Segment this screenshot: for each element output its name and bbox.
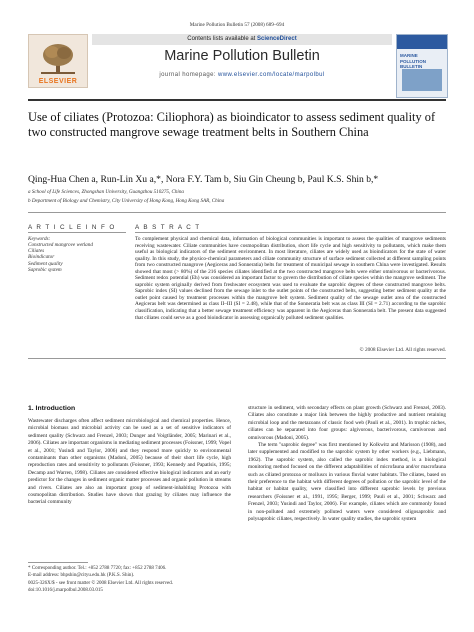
running-head: Marine Pollution Bulletin 57 (2008) 689–694 [189, 22, 285, 28]
section-heading-introduction: 1. Introduction [28, 405, 76, 412]
abstract-text: To complement physical and chemical data, information of biological communities is important to assess the qualities of mangrove sediments receiving wastewater. Ciliate communities have cosmopolitan distribution, short life cycle and high sensitivity to pollutants, which make them useful as biological indicators of the sediment environment. In most literature, ciliates are widely used as bioindicators for the state of water quality. In this study, the physico-chemical parameters and ciliate community structure of surface sediment collected at different sampling points from two constructed mangrove (Aegiceras and Sonneratia) belts for treatment of municipal sewage in southern China were investigated. Results showed that most (> 80%) of the 216 species ciliates identified at the two constructed mangrove belts were either omnivorous or bacterivorous. Sediment redox potential (Eh) was considered an important factor to govern the distribution of ciliate species within the mangrove sediment. The saprobic system originally derived from freshwater ecosystem was used to evaluate the saprobic degrees of these constructed mangrove belts. Saprobic index (SI) values declined from the sewage inlet to the outlet points of the constructed belts, suggesting better sediment quality at the outlet point caused by treatment processes within the mangrove belt system. Sediment quality of the sewage outlet area of the constructed Aegiceras belt was determined as class II–III (SI = 2.48), while that of the Sonneratia belt was as class III (SI = 2.71) according to the saprobic classification, indicating that a better sewage treatment efficiency was apparent in the Aegiceras than Sonneratia belt. The present data suggested that ciliates could serve as a good bioindicator in assessing organically polluted sediment qualities. [135, 236, 446, 321]
footnote [28, 566, 231, 580]
keyword: Constructed mangrove wetland [28, 242, 93, 248]
intro-paragraph: structure in sediment, with secondary effects on plant growth (Schwarz and Frenzel, 2003). Ciliates also constitute a major link between the highly productive and nutrient retaining microbial loop and the metazoans of classic food web (Pauli et al., 2001). In trophic niches, ciliates can be separated into four groups: algivorous, bacterivorous, carnivorous and omnivorous (Madoni, 2005). [248, 405, 446, 441]
publisher-name: ELSEVIER [38, 78, 78, 85]
intro-paragraph: The term "saprobic degree" was first mentioned by Kolkwitz and Marisson (1908), and later supplemented and modified to the saprobic system by other workers (e.g., Liebmann, 1962). The saprobic system, also called the saprobic index method, is a biological monitoring method focused on the different adaptabilities of microfauna and/or macrofauna such as ciliated protozoa or molluscs in various fluvial water habitats. The ciliates, based on their preference to the habitat with different degrees of pollution or the saprobic level of the habitat or habitat quality, were classified into different saprobic levels by previous researchers (Foissner et al., 1991, 1995; Berger, 1999; Pauli et al., 2001; Schwarz and Frenzel, 2003; Yusindi and Taylor, 2006). For example, ciliates which are commonly found in non-polluted and extremely polluted waters were considered oligosaprobic and polysaprobic ciliates, respectively. In water quality studies, the saprobic system [248, 442, 446, 523]
doi-link[interactable]: doi:10.1016/j.marpolbul.2008.03.015 [28, 587, 103, 593]
footnote-rule [28, 562, 88, 563]
homepage-prefix: journal homepage: [159, 72, 218, 78]
email-note[interactable]: E-mail address: bhpshin@cityu.edu.hk (P.K.S. Shin). [28, 572, 135, 578]
authors: Qing-Hua Chen a, Run-Lin Xu a,*, Nora F.Y. Tam b, Siu Gin Cheung b, Paul K.S. Shin b,* [28, 174, 379, 185]
intro-right-column [248, 405, 446, 524]
keyword: Saprobic system [28, 266, 62, 273]
affiliation-b: b Department of Biology and Chemistry, City University of Hong Kong, Hong Kong SAR, China [28, 198, 225, 204]
article-info-heading: A R T I C L E I N F O [28, 224, 116, 231]
cover-image [402, 69, 442, 91]
keywords-label: Keywords: [28, 236, 51, 242]
abstract-rule [135, 232, 446, 233]
elsevier-tree-icon [39, 41, 77, 75]
homepage-link[interactable]: www.elsevier.com/locate/marpolbul [218, 72, 325, 78]
keyword: Bioindicator [28, 254, 55, 261]
issn-line: 0025-326X/$ - see front matter © 2008 Elsevier Ltd. All rights reserved. [28, 581, 174, 586]
keyword: Ciliates [28, 248, 45, 255]
cover-header-band [397, 35, 447, 49]
front-matter-info [28, 581, 231, 594]
contents-line [92, 34, 392, 45]
sciencedirect-link[interactable]: ScienceDirect [257, 36, 297, 42]
journal-homepage [92, 72, 392, 78]
affiliations [28, 188, 446, 206]
intro-left-column: Wastewater discharges often affect sediment microbiological and chemical properties. Hence, microbial biomass and microbial activity can be used as a set of sensitive indicators of sediment quality (Schwarz and Frenzel, 2003; Dunger and Voigtländer, 2005; Marinari et al., 2006). Ciliates are important organisms in mediating sediment processes (Foissner, 1999; Vopel et al., 2001; Yusindi and Taylor, 2006) and they respond more quickly to environmental contaminants than other organisms (Madoni, 2005) because of their short life cycle, high reproduction rates and sensitivity to pollutants (Foissner, 1993; Kennedy and Papatlsis, 1995; Decamp and Warren, 1998). Ciliates are considered effective biological indicators and an early predictor for the changes in sediment organic matter processes and organic pollution in streams and rivers. Ciliates are also an important group of sediment-inhabiting Protozoa with cosmopolitan distribution. Studies have shown that grazing by ciliates may influence the bacterial community [28, 418, 231, 506]
cover-title: MARINE POLLUTION BULLETIN [400, 53, 426, 69]
journal-cover[interactable] [396, 34, 448, 98]
article-info-rule [28, 232, 126, 233]
abstract-heading: A B S T R A C T [135, 224, 201, 231]
body-divider [28, 358, 446, 359]
keywords-list [28, 242, 128, 273]
copyright: © 2008 Elsevier Ltd. All rights reserved. [359, 347, 446, 353]
keyword: Sediment quality [28, 260, 63, 267]
header-divider [28, 99, 446, 101]
corresponding-author-note: * Corresponding author. Tel.: +852 2788 7720; fax: +852 2788 7406. [28, 566, 167, 571]
affiliation-a: a School of Life Sciences, Zhongshan University, Guangzhou 510275, China [28, 189, 184, 195]
section-divider [28, 212, 446, 213]
publisher-logo[interactable] [28, 34, 88, 88]
contents-prefix: Contents lists available at [187, 36, 257, 42]
article-title: Use of ciliates (Protozoa: Ciliophora) as bioindicator to assess sediment quality of two constructed mangrove sewage treatment belts in Southern China [28, 110, 436, 139]
journal-title[interactable]: Marine Pollution Bulletin [164, 48, 320, 64]
